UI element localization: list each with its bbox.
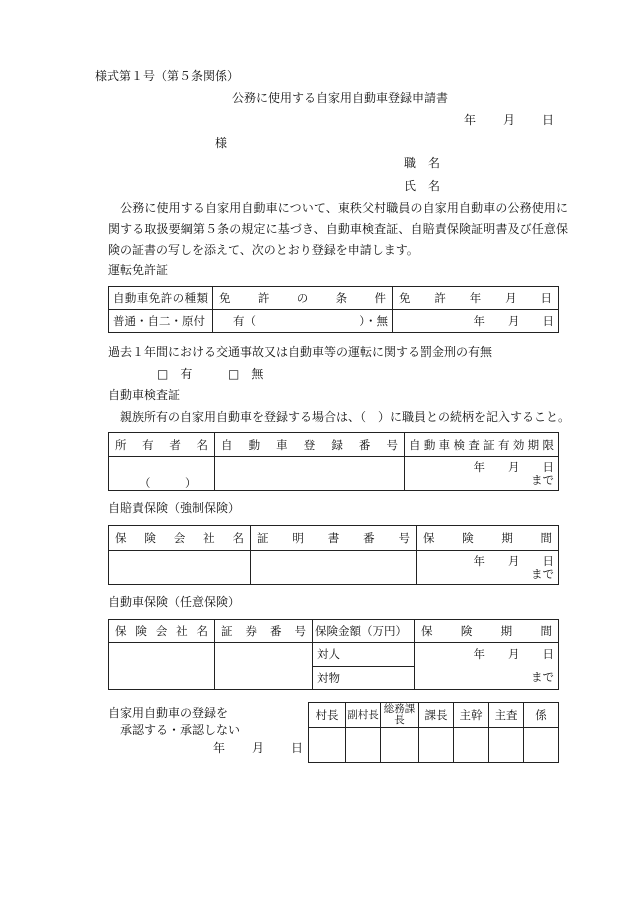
stamp-header-general-affairs: 総務課長 (381, 703, 419, 728)
penalty-question: 過去１年間における交通事故又は自動車等の運転に関する罰金刑の有無 (108, 345, 493, 359)
header-license-type: 自動車免許の種類 (109, 287, 213, 310)
addressee-label: 様 (215, 136, 228, 150)
header-coverage-amount: 保険金額（万円） (313, 620, 415, 643)
cali-table (108, 525, 559, 585)
condition-prefix: 有（ (233, 314, 256, 328)
name-label: 氏 名 (404, 179, 441, 193)
table-row (109, 643, 559, 667)
voluntary-period-cell[interactable] (415, 643, 559, 690)
table-row (109, 310, 559, 333)
header-cali-period: 保険期間 (417, 526, 559, 551)
table-row (309, 728, 559, 763)
table-header-row (309, 703, 559, 728)
stamp-box-deputy-mayor[interactable] (346, 728, 381, 763)
voluntary-until: まで (531, 670, 554, 684)
table-row (109, 457, 559, 491)
stamp-header-supervisor: 主幹 (454, 703, 489, 728)
certificate-number-cell[interactable] (251, 551, 417, 585)
approval-line-1: 自家用自動車の登録を (108, 706, 229, 720)
header-license-condition: 免許の条件 (213, 287, 393, 310)
header-policy-number: 証券番号 (215, 620, 313, 643)
expiry-until: まで (531, 472, 554, 487)
stamp-header-section-chief: 課長 (419, 703, 454, 728)
condition-suffix: ）・無 (359, 314, 388, 328)
stamp-header-inspector: 主査 (489, 703, 524, 728)
approval-stamp-table (308, 702, 559, 763)
inspection-expiry-cell[interactable] (405, 457, 559, 491)
header-owner-name: 所有者名 (109, 433, 215, 457)
cali-date: 年 月 日 (473, 553, 554, 568)
license-heading: 運転免許証 (108, 263, 169, 277)
coverage-person-cell[interactable]: 対人 (313, 643, 415, 667)
table-header-row (109, 620, 559, 643)
voluntary-date: 年 月 日 (473, 647, 554, 661)
license-table (108, 286, 559, 333)
application-statement: 公務に使用する自家用自動車について、東秩父村職員の自家用自動車の公務使用に関する取扱要綱第５条の規定に基づき、自動車検査証、自賠責保険証明書及び任意保険の証書の写しを添えて、次のとおり登録を申請します。 (108, 201, 568, 257)
stamp-box-inspector[interactable] (489, 728, 524, 763)
inspection-note: 親族所有の自家用自動車を登録する場合は、（ ）に職員との続柄を記入すること。 (108, 410, 571, 424)
owner-name-cell[interactable] (109, 457, 215, 491)
stamp-box-staff[interactable] (524, 728, 559, 763)
cali-company-cell[interactable] (109, 551, 251, 585)
header-license-date: 免許年月日 (393, 287, 559, 310)
relation-parens: （ ） (139, 476, 197, 490)
penalty-yes-checkbox[interactable]: □ 有 (157, 367, 193, 381)
stamp-header-mayor: 村長 (309, 703, 346, 728)
table-row (109, 551, 559, 585)
registration-number-cell[interactable] (215, 457, 405, 491)
approval-date: 年 月 日 (213, 741, 305, 755)
header-insurer: 保険会社名 (109, 620, 215, 643)
license-type-options[interactable]: 普通・自二・原付 (109, 310, 213, 333)
table-header-row (109, 433, 559, 457)
stamp-header-staff: 係 (524, 703, 559, 728)
stamp-box-general-affairs[interactable] (381, 728, 419, 763)
stamp-box-mayor[interactable] (309, 728, 346, 763)
form-number: 様式第１号（第５条関係） (95, 69, 240, 83)
license-date-cell[interactable]: 年 月 日 (393, 310, 559, 333)
inspection-table (108, 432, 559, 491)
approval-options[interactable]: 承認する・承認しない (120, 723, 241, 737)
policy-number-cell[interactable] (215, 643, 313, 690)
header-certificate-number: 証明書番号 (251, 526, 417, 551)
application-date: 年 月 日 (464, 113, 556, 127)
voluntary-table (108, 619, 559, 690)
stamp-header-deputy-mayor: 副村長 (346, 703, 381, 728)
voluntary-heading: 自動車保険（任意保険） (108, 595, 241, 609)
table-header-row (109, 287, 559, 310)
cali-heading: 自賠責保険（強制保険） (108, 501, 241, 515)
cali-period-cell[interactable] (417, 551, 559, 585)
document-title: 公務に使用する自家用自動車登録申請書 (232, 91, 449, 105)
license-condition-cell[interactable] (213, 310, 393, 333)
header-registration-number: 自動車登録番号 (215, 433, 405, 457)
insurer-cell[interactable] (109, 643, 215, 690)
cali-until: まで (531, 566, 554, 581)
header-cali-company: 保険会社名 (109, 526, 251, 551)
position-label: 職 名 (404, 156, 441, 170)
coverage-property-cell[interactable]: 対物 (313, 666, 415, 690)
table-header-row (109, 526, 559, 551)
header-voluntary-period: 保険期間 (415, 620, 559, 643)
header-inspection-expiry: 自動車検査証有効期限 (405, 433, 559, 457)
inspection-heading: 自動車検査証 (108, 388, 181, 402)
penalty-no-checkbox[interactable]: □ 無 (228, 367, 264, 381)
stamp-box-section-chief[interactable] (419, 728, 454, 763)
stamp-box-supervisor[interactable] (454, 728, 489, 763)
expiry-date: 年 月 日 (473, 459, 554, 474)
